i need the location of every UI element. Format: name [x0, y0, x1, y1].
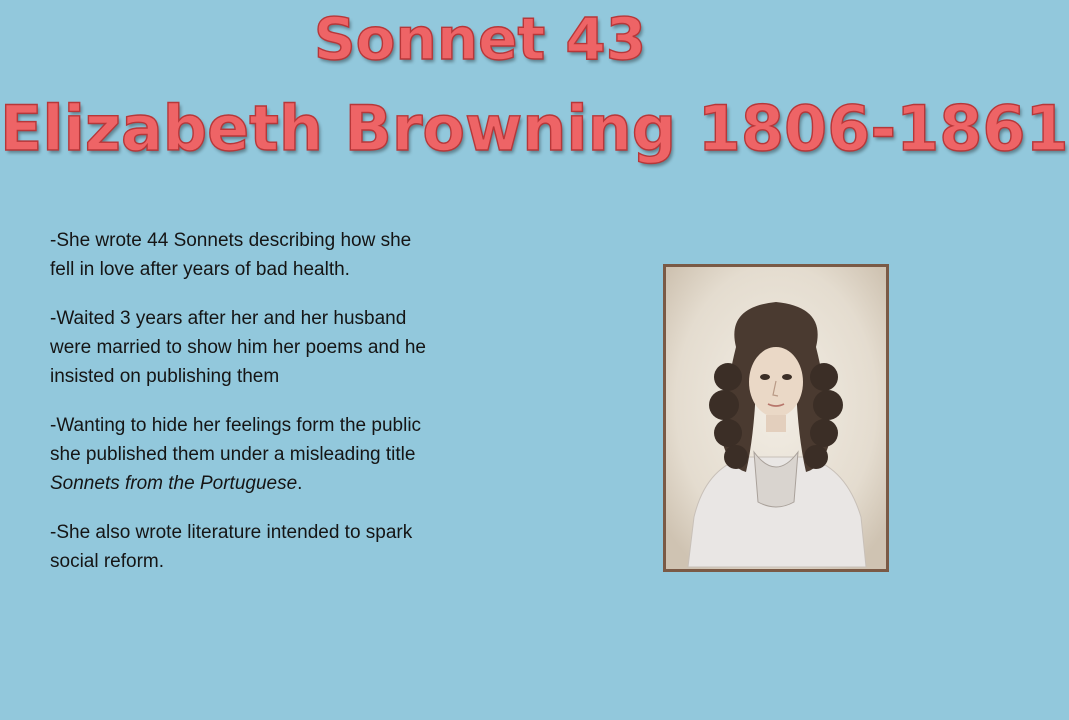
paragraph-sonnets: -She wrote 44 Sonnets describing how she fell in love after years of bad health.: [50, 230, 412, 280]
paragraph-text: -Wanting to hide her feelings form the public she published them under a misleading title: [50, 415, 422, 465]
paragraph-social-reform: -She also wrote literature intended to spark social reform.: [50, 522, 413, 572]
portrait-engraving-icon: [666, 267, 886, 569]
paragraph-waited: -Waited 3 years after her and her husband were married to show him her poems and he insisted on publishing them: [50, 308, 426, 387]
paragraph-end: .: [297, 473, 303, 494]
portrait-image: [663, 264, 889, 572]
title-line-2: Elizabeth Browning 1806-1861: [0, 92, 1069, 165]
body-text: [50, 226, 435, 596]
paragraph-misleading-title: [50, 411, 435, 498]
title-line-1: Sonnet 43: [313, 5, 647, 73]
book-title: Sonnets from the Portuguese: [50, 473, 298, 494]
